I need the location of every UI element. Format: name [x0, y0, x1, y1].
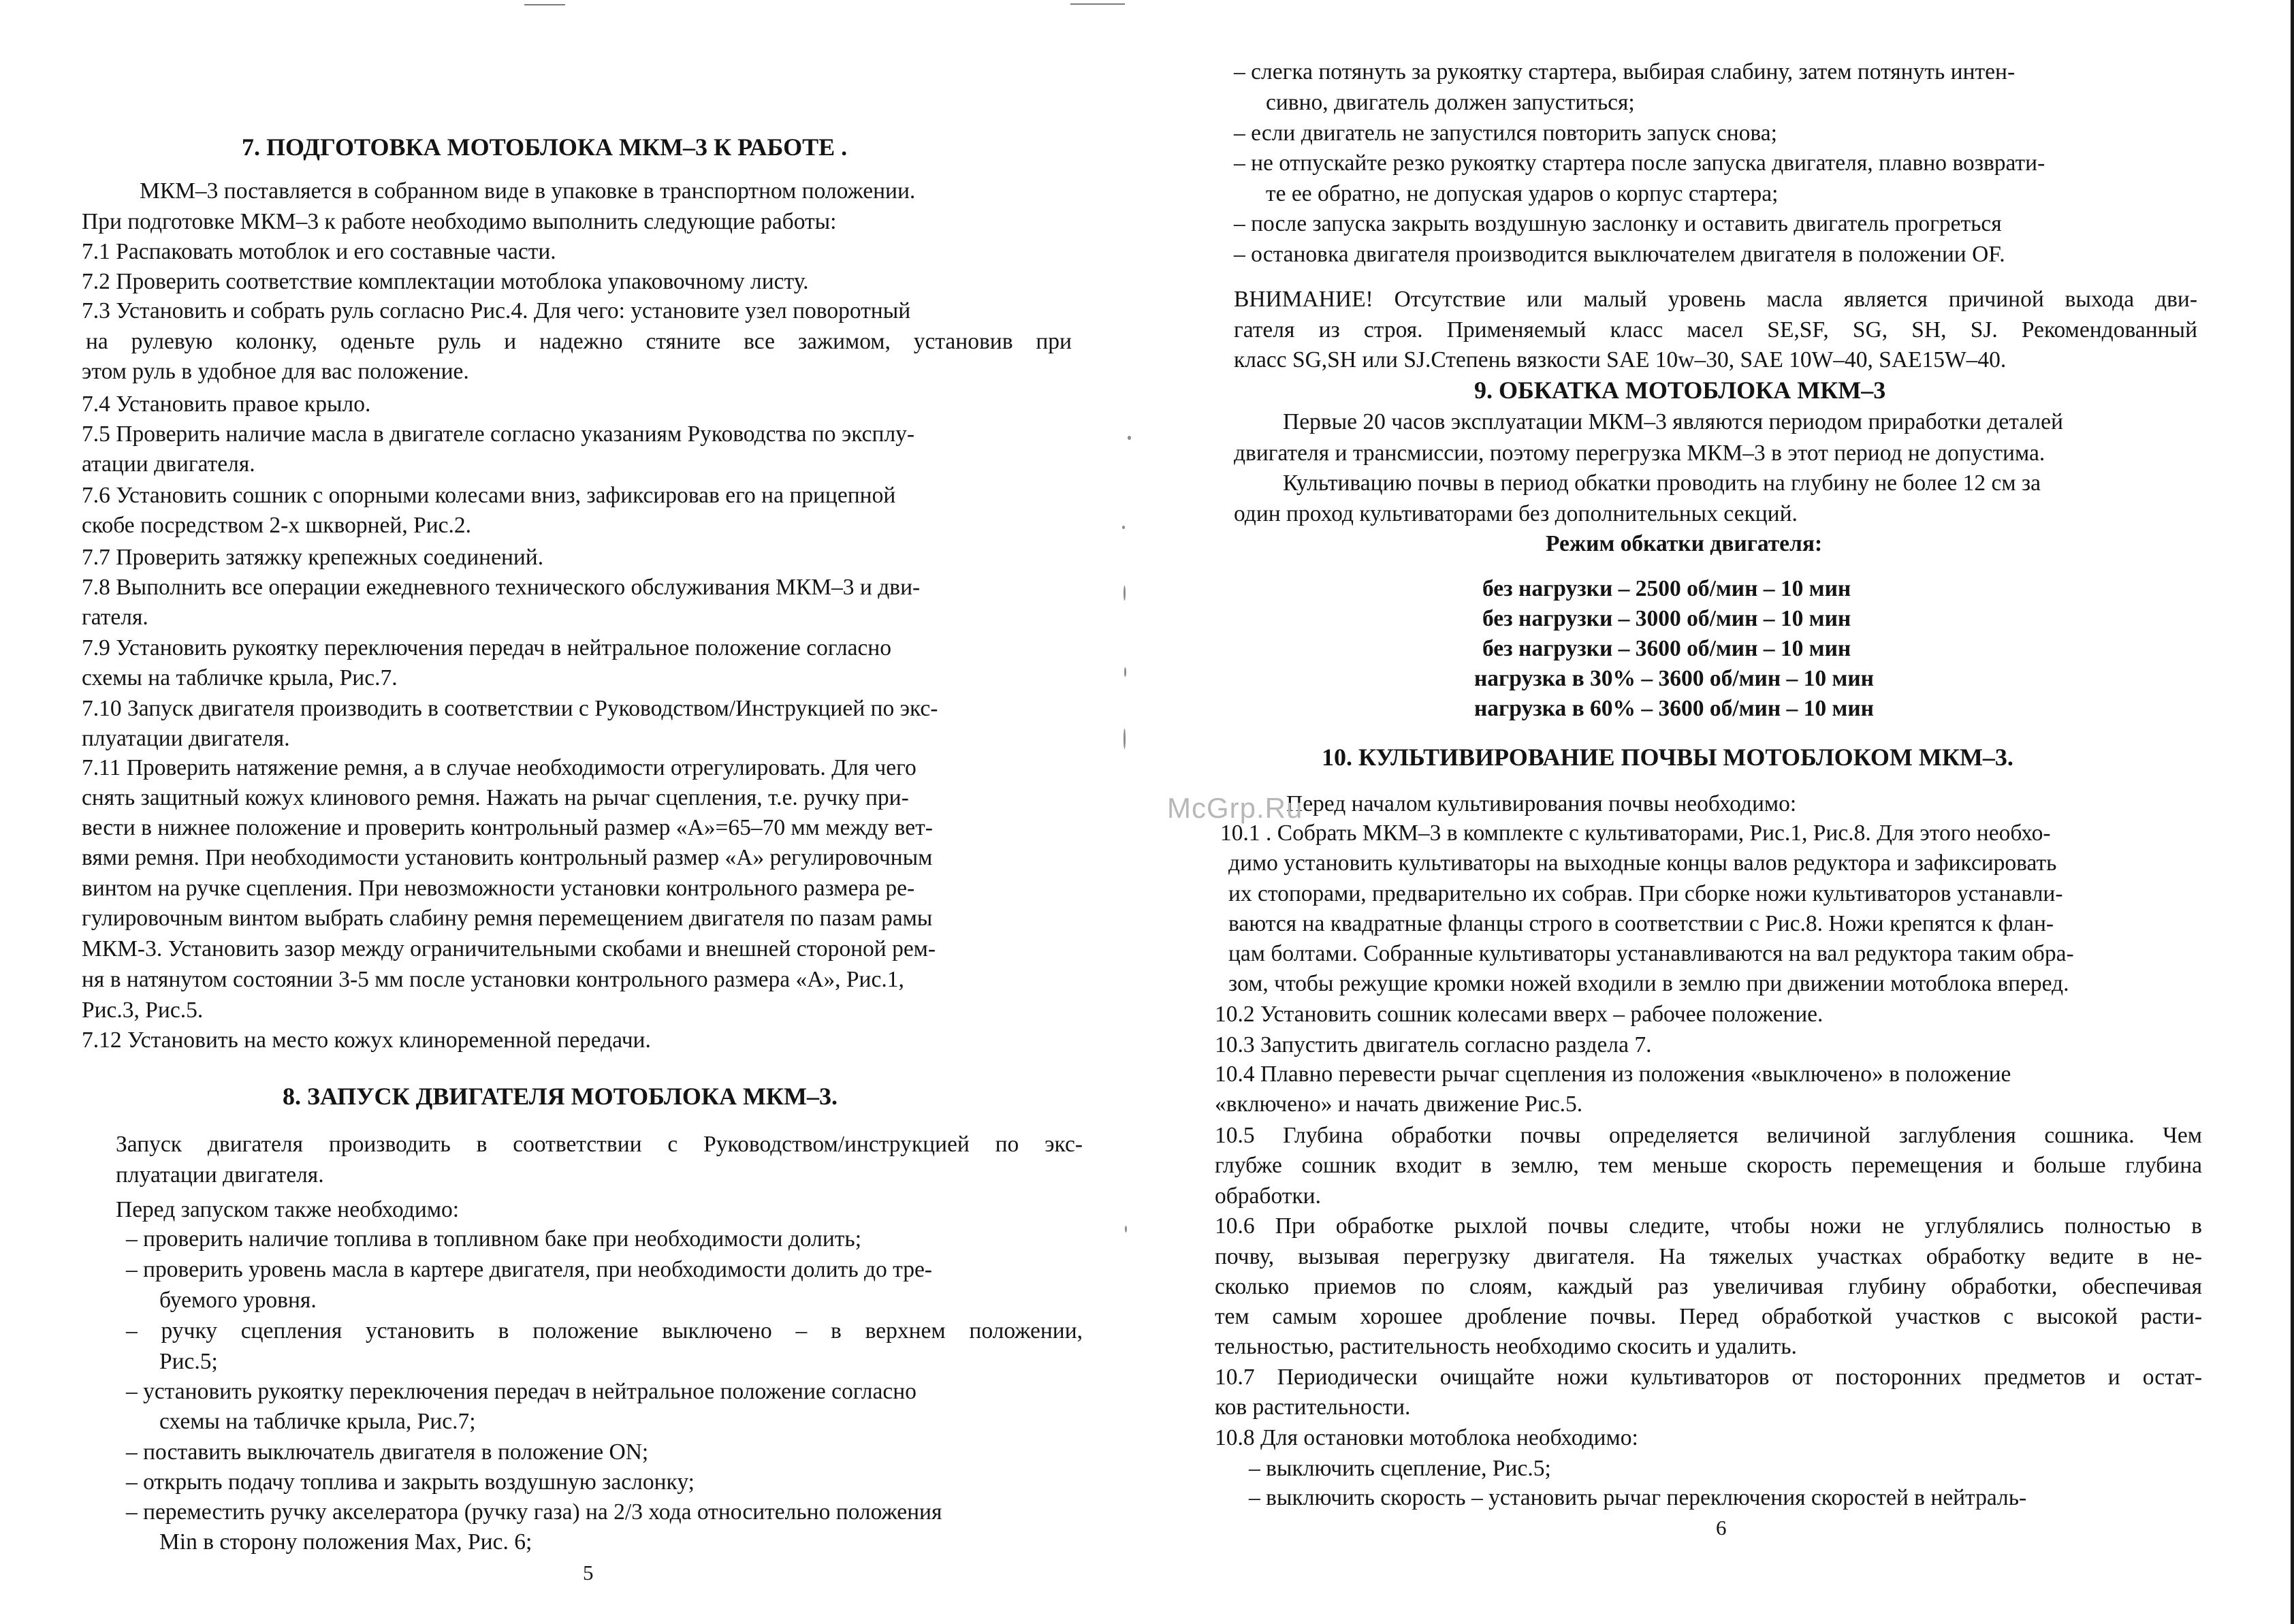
section7-line-12: 7.7 Проверить затяжку крепежных соединений.	[82, 545, 544, 570]
section10-line-14: 10.6 При обработке рыхлой почвы следите, чтобы ножи не углублялись полностью в	[1215, 1213, 2202, 1239]
section7-line-2: 7.1 Распаковать мотоблок и его составные части.	[82, 239, 556, 264]
section7-line-18: плуатации двигателя.	[82, 726, 290, 751]
continuation-line-4: те ее обратно, не допуская ударов о корпус стартера;	[1266, 181, 1779, 206]
section7-line-4: 7.3 Установить и собрать руль согласно Рис.4. Для чего: установите узел поворотный	[82, 298, 911, 323]
section7-line-1: При подготовке МКМ–3 к работе необходимо выполнить следующие работы:	[82, 209, 837, 234]
section7-line-11: скобе посредством 2-х шкворней, Рис.2.	[82, 513, 472, 538]
watermark: McGrp.Ru	[1167, 792, 1303, 824]
section7-line-8: 7.5 Проверить наличие масла в двигателе согласно указаниям Руководства по эксплу-	[82, 421, 915, 447]
section7-line-13: 7.8 Выполнить все операции ежедневного технического обслуживания МКМ–3 и дви-	[82, 575, 921, 600]
section9-line-1: двигателя и трансмиссии, поэтому перегрузка МКМ–3 в этот период не допустима.	[1234, 441, 2045, 466]
section7-line-3: 7.2 Проверить соответствие комплектации мотоблока упаковочному листу.	[82, 269, 809, 294]
section7-line-6: этом руль в удобное для вас положение.	[82, 359, 469, 384]
section7-line-16: схемы на табличке крыла, Рис.7.	[82, 665, 398, 690]
section9-line-2: Культивацию почвы в период обкатки проводить на глубину не более 12 см за	[1283, 471, 2041, 496]
section10-line-16: сколько приемов по слоям, каждый раз увеличивая глубину обработки, обеспечивая	[1215, 1274, 2202, 1299]
section8-line-0: Запуск двигателя производить в соответствии с Руководством/инструкцией по экс-	[116, 1132, 1083, 1157]
section7-line-5: на рулевую колонку, оденьте руль и надежно стяните все зажимом, установив при	[86, 329, 1072, 354]
section8-line-9: схемы на табличке крыла, Рис.7;	[159, 1409, 476, 1434]
section8-line-6: – ручку сцепления установить в положение выключено – в верхнем положении,	[126, 1318, 1083, 1343]
section7-line-7: 7.4 Установить правое крыло.	[82, 392, 371, 417]
section10-line-4: ваются на квадратные фланцы строго в соответствии с Рис.8. Ножи крепятся к флан-	[1228, 911, 2054, 936]
section8-line-4: – проверить уровень масла в картере двигателя, при необходимости долить до тре-	[126, 1257, 932, 1282]
section10-line-8: 10.3 Запустить двигатель согласно раздела 7.	[1215, 1032, 1652, 1057]
section8-line-11: – открыть подачу топлива и закрыть воздушную заслонку;	[126, 1469, 695, 1495]
section8-line-5: буемого уровня.	[159, 1288, 317, 1313]
section7-line-23: винтом на ручке сцепления. При невозможности установки контрольного размера ре-	[82, 876, 915, 901]
section8-line-13: Min в сторону положения Max, Рис. 6;	[159, 1529, 532, 1555]
section9-line-3: один проход культиваторами без дополнительных секций.	[1234, 501, 1798, 526]
section7-line-28: 7.12 Установить на место кожух клиноременной передачи.	[82, 1028, 651, 1053]
scan-dot	[1122, 526, 1125, 529]
section9-title: 9. ОБКАТКА МОТОБЛОКА МКМ–3	[1474, 377, 1886, 404]
section7-line-10: 7.6 Установить сошник с опорными колесами вниз, зафиксировав его на прицепной	[82, 483, 896, 508]
binding-edge	[2291, 0, 2294, 1624]
section8-line-10: – поставить выключатель двигателя в положение ON;	[126, 1439, 649, 1465]
section7-line-15: 7.9 Установить рукоятку переключения передач в нейтральное положение согласно	[82, 635, 891, 660]
scan-mark	[524, 4, 565, 5]
section7-line-22: вями ремня. При необходимости установить контрольный размер «А» регулировочным	[82, 845, 933, 870]
section10-line-23: – выключить скорость – установить рычаг переключения скоростей в нейтраль-	[1249, 1485, 2027, 1510]
continuation-line-3: – не отпускайте резко рукоятку стартера после запуска двигателя, плавно возврати-	[1234, 150, 2045, 176]
right-page	[1147, 0, 2294, 1624]
section7-line-20: снять защитный кожух клинового ремня. Нажать на рычаг сцепления, т.е. ручку при-	[82, 785, 909, 810]
section10-line-13: обработки.	[1215, 1183, 1321, 1209]
scan-dot	[1124, 729, 1126, 749]
continuation-line-0: – слегка потянуть за рукоятку стартера, выбирая слабину, затем потянуть интен-	[1234, 59, 2016, 84]
section8-line-8: – установить рукоятку переключения передач в нейтральное положение согласно	[126, 1379, 917, 1404]
section7-line-27: Рис.3, Рис.5.	[82, 998, 204, 1023]
section8-line-12: – переместить ручку акселератора (ручку газа) на 2/3 хода относительно положения	[126, 1499, 942, 1525]
warning-line-2: класс SG,SH или SJ.Степень вязкости SAE 10w–30, SAE 10W–40, SAE15W–40.	[1234, 347, 2007, 372]
section8-line-3: – проверить наличие топлива в топливном баке при необходимости долить;	[126, 1226, 861, 1252]
section10-line-0: Перед началом культивирования почвы необходимо:	[1286, 791, 1797, 816]
scan-mark	[1070, 3, 1125, 5]
page-number-right: 6	[1716, 1516, 1727, 1540]
section10-line-3: их стопорами, предварительно их собрав. При сборке ножи культиваторов устанавли-	[1228, 881, 2063, 906]
section10-line-17: тем самым хорошее дробление почвы. Перед обработкой участков с высокой расти-	[1215, 1304, 2202, 1329]
section10-line-7: 10.2 Установить сошник колесами вверх – рабочее положение.	[1215, 1002, 1823, 1027]
section8-title: 8. ЗАПУСК ДВИГАТЕЛЯ МОТОБЛОКА МКМ–3.	[283, 1083, 838, 1110]
section10-line-20: ков растительности.	[1215, 1395, 1411, 1420]
section7-line-19: 7.11 Проверить натяжение ремня, а в случае необходимости отрегулировать. Для чего	[82, 755, 917, 780]
section7-line-24: гулировочным винтом выбрать слабину ремня перемещением двигателя по пазам рамы	[82, 906, 933, 931]
section7-line-9: атации двигателя.	[82, 451, 255, 477]
section10-line-10: «включено» и начать движение Рис.5.	[1215, 1092, 1583, 1117]
section10-line-9: 10.4 Плавно перевести рычаг сцепления из положения «выключено» в положение	[1215, 1062, 2011, 1087]
break-in-mode-row: без нагрузки – 3600 об/мин – 10 мин	[1482, 636, 1851, 661]
section10-line-5: цам болтами. Собранные культиваторы устанавливаются на вал редуктора таким обра-	[1228, 941, 2074, 966]
continuation-line-1: сивно, двигатель должен запуститься;	[1266, 90, 1635, 115]
section7-line-26: ня в натянутом состоянии 3-5 мм после установки контрольного размера «А», Рис.1,	[82, 967, 904, 992]
section9-line-0: Первые 20 часов эксплуатации МКМ–3 являются периодом приработки деталей	[1283, 409, 2063, 434]
warning-line-1: гателя из строя. Применяемый класс масел SE,SF, SG, SH, SJ. Рекомендованный	[1234, 317, 2197, 343]
section10-title: 10. КУЛЬТИВИРОВАНИЕ ПОЧВЫ МОТОБЛОКОМ МКМ–3.	[1322, 744, 2013, 771]
break-in-mode-row: нагрузка в 60% – 3600 об/мин – 10 мин	[1474, 696, 1874, 721]
section10-line-6: зом, чтобы режущие кромки ножей входили в землю при движении мотоблока вперед.	[1228, 971, 2069, 996]
scan-dot	[1124, 586, 1126, 601]
section7-line-21: вести в нижнее положение и проверить контрольный размер «А»=65–70 мм между вет-	[82, 815, 933, 840]
section10-line-15: почву, вызывая перегрузку двигателя. На тяжелых участках обработку ведите в не-	[1215, 1244, 2202, 1269]
section10-line-11: 10.5 Глубина обработки почвы определяется величиной заглубления сошника. Чем	[1215, 1123, 2202, 1148]
break-in-mode-row: без нагрузки – 2500 об/мин – 10 мин	[1482, 576, 1851, 601]
section10-line-21: 10.8 Для остановки мотоблока необходимо:	[1215, 1425, 1638, 1450]
warning-line-0: ВНИМАНИЕ! Отсутствие или малый уровень масла является причиной выхода дви-	[1234, 287, 2197, 312]
section10-line-18: тельностью, растительность необходимо скосить и удалить.	[1215, 1334, 1797, 1359]
section10-line-1: 10.1 . Собрать МКМ–3 в комплекте с культиваторами, Рис.1, Рис.8. Для этого необхо-	[1220, 821, 2051, 846]
scan-dot	[1125, 1226, 1127, 1232]
section8-line-7: Рис.5;	[159, 1349, 218, 1374]
section10-line-22: – выключить сцепление, Рис.5;	[1249, 1456, 1551, 1481]
page-number-left: 5	[583, 1561, 594, 1585]
section10-line-12: глубже сошник входит в землю, тем меньше скорость перемещения и больше глубина	[1215, 1153, 2202, 1178]
section8-line-2: Перед запуском также необходимо:	[116, 1197, 460, 1222]
continuation-line-5: – после запуска закрыть воздушную заслонку и оставить двигатель прогреться	[1234, 211, 2002, 236]
section7-line-0: МКМ–3 поставляется в собранном виде в упаковке в транспортном положении.	[140, 178, 916, 204]
section7-line-14: гателя.	[82, 605, 148, 630]
scan-dot	[1124, 667, 1126, 677]
section10-line-2: димо установить культиваторы на выходные концы валов редуктора и зафиксировать	[1228, 850, 2057, 876]
break-in-mode-row: нагрузка в 30% – 3600 об/мин – 10 мин	[1474, 666, 1874, 691]
continuation-line-6: – остановка двигателя производится выключателем двигателя в положении OF.	[1234, 242, 2005, 267]
section8-line-1: плуатации двигателя.	[116, 1162, 324, 1188]
section10-line-19: 10.7 Периодически очищайте ножи культиваторов от посторонних предметов и остат-	[1215, 1365, 2202, 1390]
continuation-line-2: – если двигатель не запустился повторить запуск снова;	[1234, 121, 1777, 146]
section7-line-17: 7.10 Запуск двигателя производить в соответствии с Руководством/Инструкцией по экс-	[82, 696, 938, 721]
section7-line-25: МКМ-3. Установить зазор между ограничительными скобами и внешней стороной рем-	[82, 936, 936, 961]
section7-title: 7. ПОДГОТОВКА МОТОБЛОКА МКМ–3 К РАБОТЕ .	[242, 133, 848, 161]
scan-dot	[1128, 436, 1131, 440]
break-in-mode-title: Режим обкатки двигателя:	[1546, 531, 1823, 556]
break-in-mode-row: без нагрузки – 3000 об/мин – 10 мин	[1482, 606, 1851, 631]
